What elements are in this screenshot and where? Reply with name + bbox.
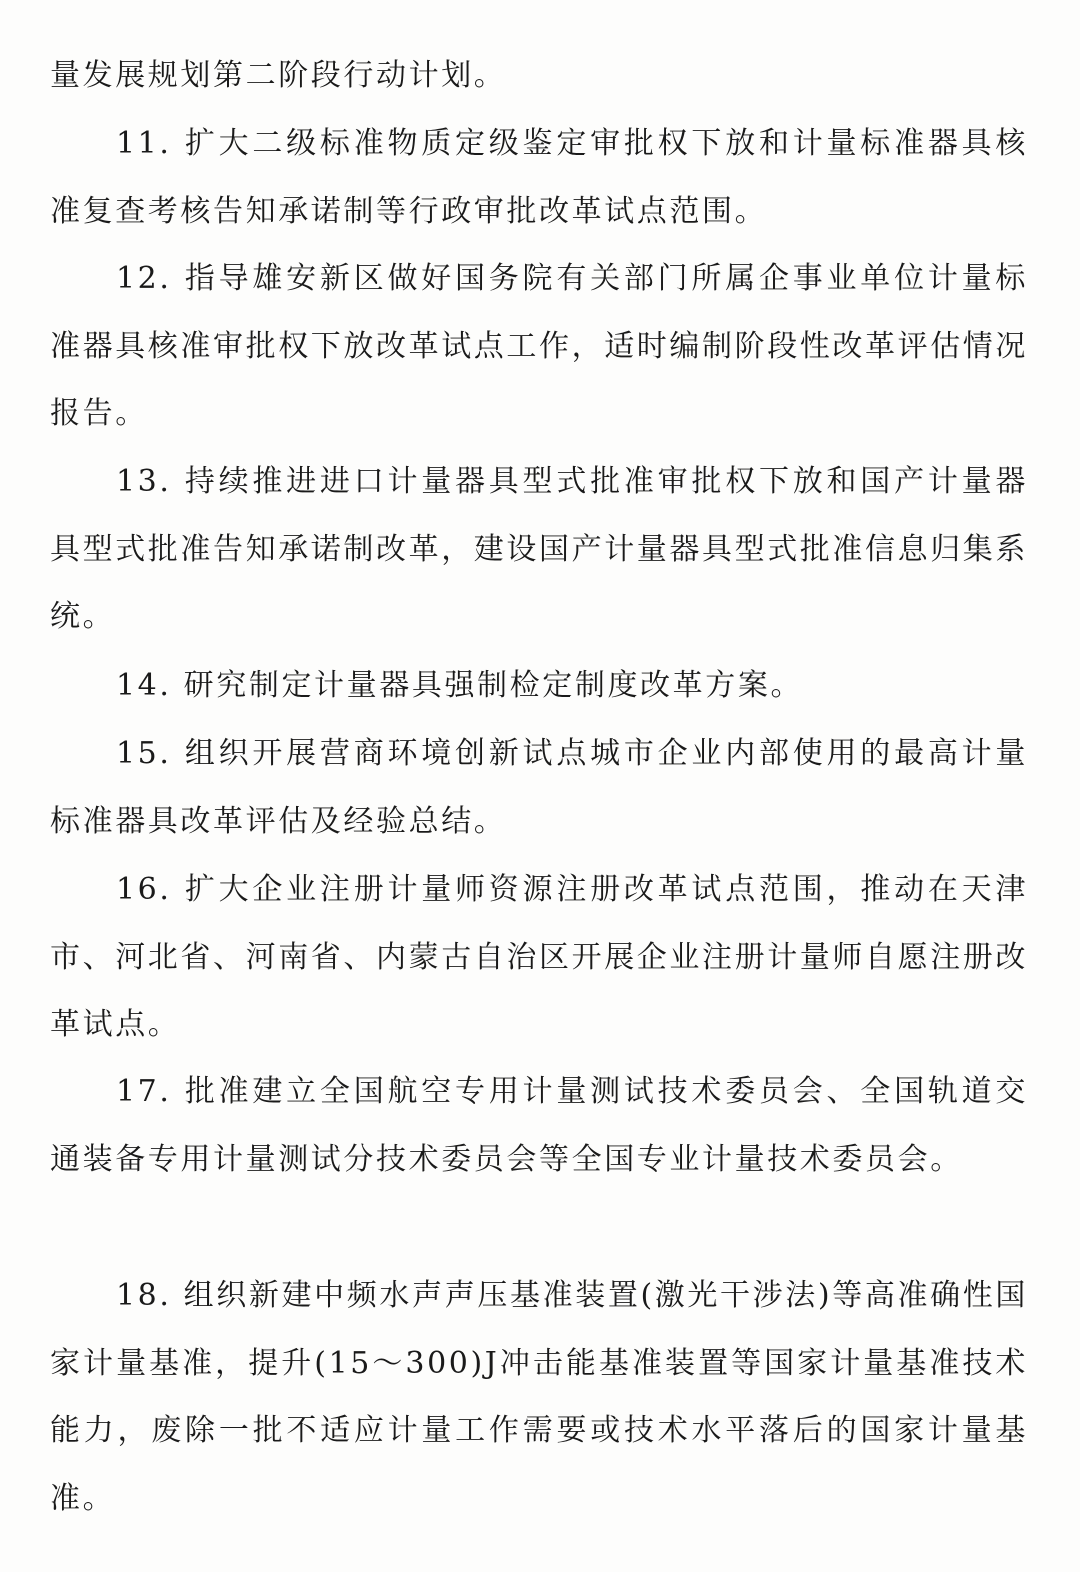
paragraph-item-15: 15. 组织开展营商环境创新试点城市企业内部使用的最高计量标准器具改革评估及经验总结。 [50, 736, 1028, 839]
paragraph-item-16: 16. 扩大企业注册计量师资源注册改革试点范围，推动在天津市、河北省、河南省、内蒙古自治区开展企业注册计量师自愿注册改革试点。 [50, 872, 1028, 1042]
paragraph-item-13: 13. 持续推进进口计量器具型式批准审批权下放和国产计量器具型式批准告知承诺制改革，建设国产计量器具型式批准信息归集系统。 [50, 464, 1028, 634]
paragraph-item-11: 11. 扩大二级标准物质定级鉴定审批权下放和计量标准器具核准复查考核告知承诺制等行政审批改革试点范围。 [50, 126, 1028, 229]
paragraph-continuation: 量发展规划第二阶段行动计划。 [50, 58, 507, 93]
paragraph-item-18: 18. 组织新建中频水声声压基准装置(激光干涉法)等高准确性国家计量基准，提升(15～300)J冲击能基准装置等国家计量基准技术能力，废除一批不适应计量工作需要或技术水平落后的国家计量基准。 [50, 1278, 1028, 1516]
paragraph-item-14: 14. 研究制定计量器具强制检定制度改革方案。 [116, 668, 804, 703]
paragraph-item-17: 17. 批准建立全国航空专用计量测试技术委员会、全国轨道交通装备专用计量测试分技术委员会等全国专业计量技术委员会。 [50, 1074, 1028, 1177]
paragraph-item-12: 12. 指导雄安新区做好国务院有关部门所属企事业单位计量标准器具核准审批权下放改革试点工作，适时编制阶段性改革评估情况报告。 [50, 261, 1028, 431]
